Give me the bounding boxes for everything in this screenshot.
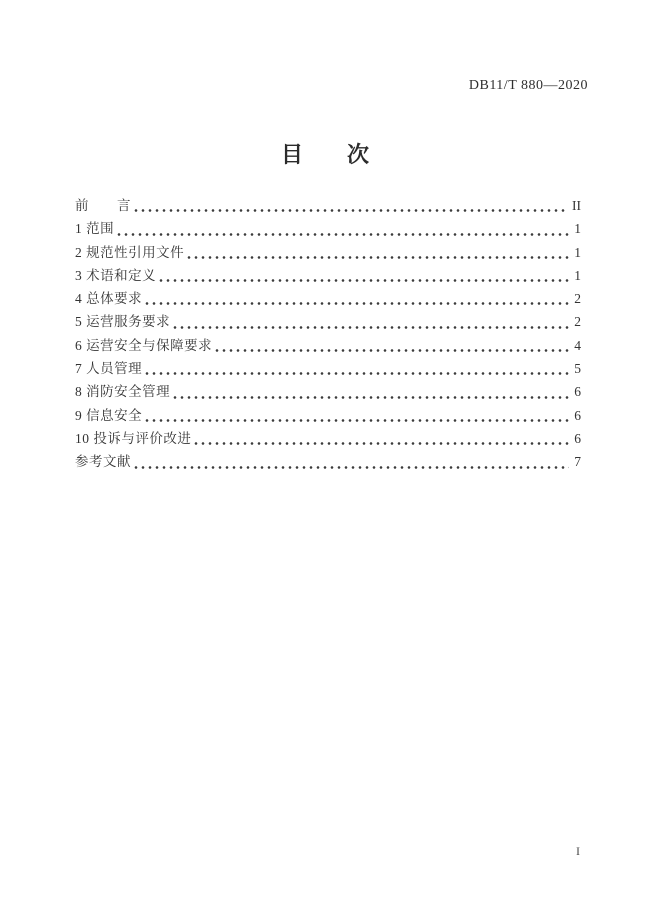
toc-entry-label: 2 规范性引用文件 [75, 244, 185, 260]
toc-entry-label: 1 范围 [75, 221, 115, 237]
toc-entry-page: 1 [574, 267, 581, 283]
page-header [0, 76, 588, 94]
toc-row [75, 217, 581, 240]
toc-entry-label: 6 运营安全与保障要求 [75, 337, 213, 353]
toc-dot-leader [159, 278, 569, 283]
toc-row [75, 310, 581, 333]
toc-dot-leader [215, 348, 569, 353]
toc-row [75, 450, 581, 473]
toc-dot-leader [145, 301, 569, 306]
toc-row [75, 357, 581, 380]
page-title: 目 次 [280, 142, 369, 167]
toc-entry-page: 2 [574, 314, 581, 330]
toc-entry-page: 7 [574, 454, 581, 470]
toc-entry-page: 6 [574, 430, 581, 446]
toc-row [75, 334, 581, 357]
toc-dot-leader [187, 255, 569, 260]
toc-row [75, 194, 581, 217]
toc-row [75, 287, 581, 310]
toc-entry-label: 参考文献 [75, 454, 131, 470]
toc-entry-label: 7 人员管理 [75, 361, 143, 377]
toc-row [75, 404, 581, 427]
toc-entry-page: 1 [574, 244, 581, 260]
toc-dot-leader [173, 325, 569, 330]
toc-entry-page: 5 [574, 361, 581, 377]
footer-page-number: I [576, 844, 580, 858]
toc-entry-label: 3 术语和定义 [75, 267, 157, 283]
toc-dot-leader [145, 418, 569, 423]
toc-dot-leader [145, 371, 569, 376]
toc-row [75, 264, 581, 287]
toc-entry-label: 8 消防安全管理 [75, 384, 171, 400]
toc-dot-leader [134, 465, 569, 470]
toc-entry-page: 1 [574, 221, 581, 237]
toc-entry-page: II [572, 198, 581, 213]
toc-dot-leader [194, 441, 569, 446]
toc-entry-page: 2 [574, 291, 581, 307]
toc-entry-page: 6 [574, 384, 581, 400]
standard-number: DB11/T 880—2020 [468, 78, 588, 93]
toc-row [75, 241, 581, 264]
toc-entry-label: 9 信息安全 [75, 407, 143, 423]
toc-entry-page: 6 [574, 407, 581, 423]
toc-list [75, 194, 581, 474]
toc-entry-page: 4 [574, 337, 581, 353]
toc-entry-label: 5 运营服务要求 [75, 314, 171, 330]
toc-row [75, 380, 581, 403]
toc-dot-leader [117, 232, 569, 237]
page-footer [0, 842, 580, 860]
toc-entry-label: 4 总体要求 [75, 291, 143, 307]
toc-entry-label: 前 言 [75, 198, 131, 213]
toc-dot-leader [134, 208, 567, 213]
toc-dot-leader [173, 395, 569, 400]
toc-row [75, 427, 581, 450]
toc-entry-label: 10 投诉与评价改进 [75, 430, 192, 446]
